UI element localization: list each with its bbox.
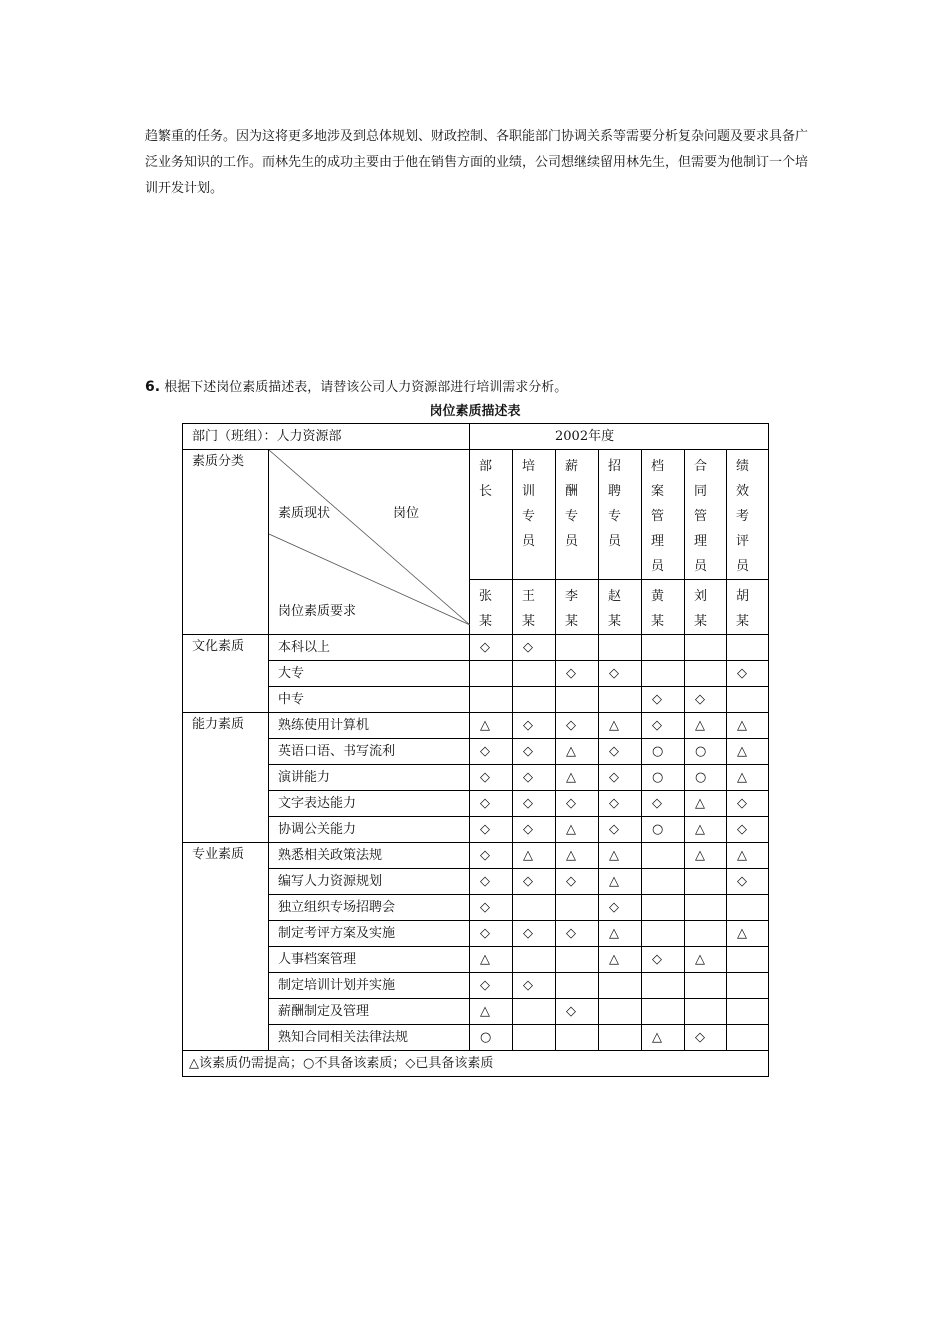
table-row: [183, 947, 769, 973]
mark-cell: [599, 973, 642, 999]
mark-cell: ○: [642, 817, 685, 843]
position-title-char: 酬: [565, 484, 579, 499]
position-title-char: 合: [694, 459, 708, 474]
requirement-item-cell: 英语口语、书写流利: [269, 739, 470, 765]
position-title-char: 同: [694, 484, 708, 499]
diag-position-label: 岗位: [393, 506, 420, 521]
mark-cell: △: [642, 1025, 685, 1051]
position-title-char: 员: [608, 534, 622, 549]
mark-cell: ◇: [685, 1025, 727, 1051]
category-cell: 能力素质: [183, 713, 269, 843]
requirement-item-cell: 熟练使用计算机: [269, 713, 470, 739]
mark-cell: [599, 687, 642, 713]
requirement-item-cell: 熟知合同相关法律法规: [269, 1025, 470, 1051]
mark-cell: ○: [642, 765, 685, 791]
mark-cell: [556, 1025, 599, 1051]
mark-cell: ○: [642, 739, 685, 765]
mark-cell: [642, 661, 685, 687]
position-title-char: 管: [651, 509, 665, 524]
mark-cell: ◇: [599, 661, 642, 687]
position-title-cell: [727, 450, 769, 580]
table-title: 岗位素质描述表: [429, 404, 521, 419]
table-row: [183, 869, 769, 895]
table-row: [183, 817, 769, 843]
question-line: [145, 376, 567, 399]
mark-cell: △: [727, 921, 769, 947]
position-title-char: 薪: [565, 459, 579, 474]
legend-cell: △该素质仍需提高；○不具备该素质；◇已具备该素质: [183, 1051, 769, 1077]
mark-cell: △: [556, 739, 599, 765]
mark-cell: △: [556, 765, 599, 791]
position-title-char: 评: [736, 534, 750, 549]
mark-cell: ◇: [727, 817, 769, 843]
mark-cell: [556, 947, 599, 973]
question-number: 6.: [145, 379, 161, 395]
mark-cell: [685, 973, 727, 999]
mark-cell: ◇: [470, 895, 513, 921]
position-title-char: 专: [608, 509, 622, 524]
mark-cell: △: [727, 713, 769, 739]
position-title-cell: [685, 450, 727, 580]
category-cell: 文化素质: [183, 635, 269, 713]
mark-cell: ◇: [513, 869, 556, 895]
mark-cell: ◇: [599, 791, 642, 817]
position-title-char: 专: [522, 509, 536, 524]
mark-cell: [470, 661, 513, 687]
mark-cell: ◇: [556, 869, 599, 895]
mark-cell: [642, 895, 685, 921]
person-name-char: 张: [479, 589, 493, 604]
mark-cell: ◇: [513, 973, 556, 999]
mark-cell: [727, 895, 769, 921]
table-row: [183, 895, 769, 921]
mark-cell: ○: [470, 1025, 513, 1051]
mark-cell: [642, 973, 685, 999]
requirement-item-cell: 文字表达能力: [269, 791, 470, 817]
position-title-char: 考: [736, 509, 750, 524]
position-title-char: 案: [651, 484, 665, 499]
mark-cell: ◇: [556, 791, 599, 817]
mark-cell: ◇: [556, 661, 599, 687]
mark-cell: ◇: [513, 791, 556, 817]
mark-cell: [727, 947, 769, 973]
mark-cell: [556, 895, 599, 921]
diag-requirement-label: 岗位素质要求: [278, 604, 357, 619]
year-cell: 2002年度: [470, 424, 769, 450]
person-name-cell: [642, 580, 685, 635]
mark-cell: △: [685, 791, 727, 817]
mark-cell: ◇: [513, 765, 556, 791]
position-title-char: 绩: [736, 459, 750, 474]
mark-cell: [685, 921, 727, 947]
person-name-char: 胡: [736, 589, 750, 604]
position-title-char: 培: [522, 459, 536, 474]
mark-cell: [727, 999, 769, 1025]
mark-cell: ◇: [599, 765, 642, 791]
department-cell: 部门（班组）：人力资源部: [183, 424, 470, 450]
mark-cell: [556, 687, 599, 713]
mark-cell: ◇: [470, 635, 513, 661]
mark-cell: ◇: [470, 791, 513, 817]
requirement-item-cell: 编写人力资源规划: [269, 869, 470, 895]
mark-cell: △: [470, 999, 513, 1025]
position-title-char: 效: [736, 484, 750, 499]
mark-cell: ◇: [470, 921, 513, 947]
mark-cell: [727, 687, 769, 713]
category-header: 素质分类: [183, 450, 269, 635]
mark-cell: ◇: [642, 947, 685, 973]
position-title-cell: [556, 450, 599, 580]
mark-cell: [470, 687, 513, 713]
requirement-item-cell: 协调公关能力: [269, 817, 470, 843]
table-row: [183, 973, 769, 999]
person-name-cell: [599, 580, 642, 635]
mark-cell: ◇: [642, 687, 685, 713]
requirement-item-cell: 熟悉相关政策法规: [269, 843, 470, 869]
person-name-cell: [513, 580, 556, 635]
mark-cell: △: [685, 713, 727, 739]
mark-cell: [642, 869, 685, 895]
table-row: [183, 739, 769, 765]
mark-cell: ◇: [513, 635, 556, 661]
person-name-char: 李: [565, 589, 579, 604]
mark-cell: △: [685, 817, 727, 843]
mark-cell: [513, 895, 556, 921]
person-name-cell: [685, 580, 727, 635]
person-name-char: 某: [694, 614, 708, 629]
mark-cell: ◇: [727, 791, 769, 817]
position-title-char: 招: [608, 459, 622, 474]
person-name-cell: [556, 580, 599, 635]
mark-cell: ◇: [642, 791, 685, 817]
table-row: [183, 921, 769, 947]
table-row: [183, 791, 769, 817]
mark-cell: ◇: [727, 661, 769, 687]
position-title-char: 员: [522, 534, 536, 549]
mark-cell: △: [727, 739, 769, 765]
position-title-char: 长: [479, 484, 493, 499]
mark-cell: ◇: [513, 817, 556, 843]
position-title-cell: [642, 450, 685, 580]
position-title-cell: [470, 450, 513, 580]
requirement-item-cell: 演讲能力: [269, 765, 470, 791]
table-row: [183, 713, 769, 739]
mark-cell: △: [556, 817, 599, 843]
person-name-char: 赵: [608, 589, 622, 604]
mark-cell: ◇: [727, 869, 769, 895]
mark-cell: ◇: [470, 843, 513, 869]
person-name-char: 某: [608, 614, 622, 629]
mark-cell: △: [727, 843, 769, 869]
mark-cell: [513, 661, 556, 687]
table-row: [183, 687, 769, 713]
table-row: [183, 1025, 769, 1051]
mark-cell: [599, 1025, 642, 1051]
requirement-item-cell: 制定考评方案及实施: [269, 921, 470, 947]
diag-status-label: 素质现状: [278, 506, 331, 521]
position-title-char: 理: [694, 534, 708, 549]
mark-cell: [513, 999, 556, 1025]
mark-cell: ◇: [599, 895, 642, 921]
category-cell: 专业素质: [183, 843, 269, 1051]
position-title-char: 员: [565, 534, 579, 549]
diagonal-header-cell: [269, 450, 470, 635]
mark-cell: ◇: [470, 739, 513, 765]
mark-cell: ◇: [470, 817, 513, 843]
person-name-char: 某: [565, 614, 579, 629]
requirement-item-cell: 大专: [269, 661, 470, 687]
intro-paragraph: 趋繁重的任务。因为这将更多地涉及到总体规划、财政控制、各职能部门协调关系等需要分析复杂问题及要求具备广泛业务知识的工作。而林先生的成功主要由于他在销售方面的业绩，公司想继续留用林先生，但需要为他制订一个培训开发计划。: [145, 129, 809, 196]
mark-cell: ◇: [470, 869, 513, 895]
position-title-char: 部: [479, 459, 493, 474]
position-title-char: 理: [651, 534, 665, 549]
mark-cell: ◇: [556, 921, 599, 947]
mark-cell: [599, 999, 642, 1025]
mark-cell: △: [599, 947, 642, 973]
position-title-char: 员: [651, 559, 665, 574]
person-name-char: 某: [479, 614, 493, 629]
mark-cell: [727, 973, 769, 999]
mark-cell: [685, 895, 727, 921]
position-title-char: 档: [651, 459, 665, 474]
mark-cell: [685, 869, 727, 895]
requirement-item-cell: 薪酬制定及管理: [269, 999, 470, 1025]
position-title-char: 员: [694, 559, 708, 574]
mark-cell: △: [470, 713, 513, 739]
mark-cell: ◇: [685, 687, 727, 713]
mark-cell: [685, 999, 727, 1025]
mark-cell: △: [685, 843, 727, 869]
mark-cell: [642, 843, 685, 869]
mark-cell: ◇: [599, 739, 642, 765]
person-name-char: 王: [522, 589, 536, 604]
mark-cell: [556, 635, 599, 661]
requirement-item-cell: 独立组织专场招聘会: [269, 895, 470, 921]
mark-cell: △: [556, 843, 599, 869]
position-title-char: 训: [522, 484, 536, 499]
mark-cell: △: [599, 713, 642, 739]
requirement-item-cell: 制定培训计划并实施: [269, 973, 470, 999]
mark-cell: [685, 635, 727, 661]
table-row: [183, 765, 769, 791]
mark-cell: [513, 1025, 556, 1051]
mark-cell: △: [470, 947, 513, 973]
mark-cell: [642, 921, 685, 947]
mark-cell: ◇: [513, 921, 556, 947]
requirement-item-cell: 本科以上: [269, 635, 470, 661]
mark-cell: [727, 1025, 769, 1051]
table-row: [183, 843, 769, 869]
mark-cell: ◇: [470, 765, 513, 791]
person-name-cell: [727, 580, 769, 635]
person-name-char: 刘: [694, 589, 708, 604]
mark-cell: △: [599, 921, 642, 947]
mark-cell: △: [513, 843, 556, 869]
position-title-char: 聘: [608, 484, 622, 499]
person-name-char: 某: [736, 614, 750, 629]
person-name-char: 某: [651, 614, 665, 629]
mark-cell: △: [599, 843, 642, 869]
mark-cell: [513, 687, 556, 713]
position-quality-table: [182, 423, 769, 1077]
mark-cell: [513, 947, 556, 973]
mark-cell: ◇: [642, 713, 685, 739]
mark-cell: [642, 999, 685, 1025]
mark-cell: ○: [685, 739, 727, 765]
position-title-char: 专: [565, 509, 579, 524]
mark-cell: [642, 635, 685, 661]
mark-cell: ◇: [556, 713, 599, 739]
mark-cell: ◇: [513, 739, 556, 765]
person-name-cell: [470, 580, 513, 635]
table-row: [183, 661, 769, 687]
position-title-cell: [513, 450, 556, 580]
mark-cell: [685, 661, 727, 687]
mark-cell: △: [685, 947, 727, 973]
mark-cell: △: [727, 765, 769, 791]
position-title-char: 管: [694, 509, 708, 524]
mark-cell: ◇: [470, 973, 513, 999]
person-name-char: 某: [522, 614, 536, 629]
table-row: [183, 999, 769, 1025]
mark-cell: ◇: [599, 817, 642, 843]
mark-cell: [727, 635, 769, 661]
requirement-item-cell: 人事档案管理: [269, 947, 470, 973]
mark-cell: ◇: [556, 999, 599, 1025]
position-title-char: 员: [736, 559, 750, 574]
mark-cell: [556, 973, 599, 999]
mark-cell: △: [599, 869, 642, 895]
requirement-item-cell: 中专: [269, 687, 470, 713]
mark-cell: ◇: [513, 713, 556, 739]
position-title-cell: [599, 450, 642, 580]
mark-cell: ○: [685, 765, 727, 791]
diagonal-lines: [269, 450, 470, 625]
mark-cell: [599, 635, 642, 661]
question-text: 根据下述岗位素质描述表，请替该公司人力资源部进行培训需求分析。: [164, 380, 568, 395]
table-row: [183, 635, 769, 661]
person-name-char: 黄: [651, 589, 665, 604]
